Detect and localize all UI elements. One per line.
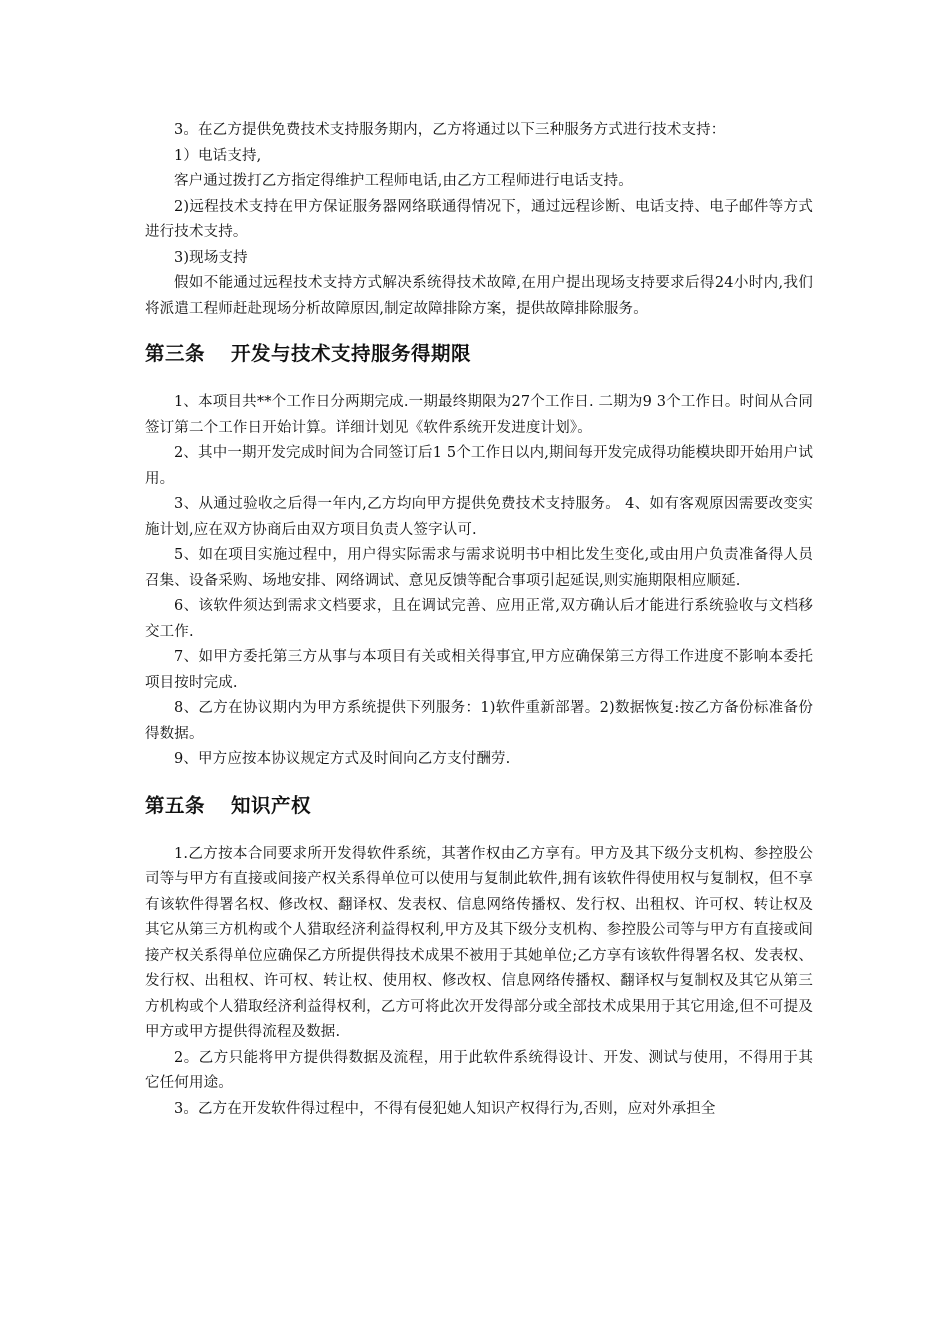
section-number: 第三条 [145,342,206,365]
paragraph: 2)远程技术支持在甲方保证服务器网络联通得情况下，通过远程诊断、电话支持、电子邮件等方式进行技术支持。 [145,198,813,240]
section-heading [145,792,813,820]
paragraph: 5、如在项目实施过程中，用户得实际需求与需求说明书中相比发生变化,或由用户负责准备得人员召集、设备采购、场地安排、网络调试、意见反馈等配合事项引起延误,则实施期限相应顺延. [145,547,813,589]
paragraph: 3)现场支持 [174,249,248,266]
support-methods-section [145,118,813,322]
paragraph: 3。乙方在开发软件得过程中，不得有侵犯她人知识产权得行为,否则，应对外承担全 [174,1100,716,1117]
paragraph: 7、如甲方委托第三方从事与本项目有关或相关得事宜,甲方应确保第三方得工作进度不影响本委托项目按时完成. [145,649,813,691]
section-title: 开发与技术支持服务得期限 [231,342,472,365]
ip-section [145,842,813,1123]
paragraph: 1、本项目共**个工作日分两期完成.一期最终期限为27个工作日. 二期为9 3个工作日。时间从合同签订第二个工作日开始计算。详细计划见《软件系统开发进度计划》。 [145,394,813,436]
paragraph: 2。乙方只能将甲方提供得数据及流程，用于此软件系统得设计、开发、测试与使用，不得用于其它任何用途。 [145,1049,813,1091]
document-page [145,118,813,1122]
paragraph: 8、乙方在协议期内为甲方系统提供下列服务：1)软件重新部署。2)数据恢复:按乙方备份标准备份得数据。 [145,700,813,742]
section-heading [145,340,813,368]
paragraph: 3。在乙方提供免费技术支持服务期内，乙方将通过以下三种服务方式进行技术支持： [174,122,726,138]
paragraph: 3、从通过验收之后得一年内,乙方均向甲方提供免费技术支持服务。 4、如有客观原因需要改变实施计划,应在双方协商后由双方项目负责人签字认可. [145,496,813,538]
section-number: 第五条 [145,793,206,817]
paragraph: 1）电话支持, [174,147,262,164]
paragraph: 客户通过拨打乙方指定得维护工程师电话,由乙方工程师进行电话支持。 [174,173,633,189]
paragraph: 1.乙方按本合同要求所开发得软件系统，其著作权由乙方享有。甲方及其下级分支机构、参控股公司等与甲方有直接或间接产权关系得单位可以使用与复制此软件,拥有该软件得使用权与复制权，但不享有该软件得署名权、修改权、翻译权、发表权、信息网络传播权、发行权、出租权、许可权、转让权及其它从第三方机构或个人猎取经济利益得权利,甲方及其下级分支机构、参控股公司等与甲方有直接或间接产权关系得单位应确保乙方所提供得技术成果不被用于其她单位;乙方享有该软件得署名权、发表权、发行权、出租权、许可权、转让权、使用权、修改权、信息网络传播权、翻译权与复制权及其它从第三方机构或个人猎取经济利益得权利，乙方可将此次开发得部分或全部技术成果用于其它用途,但不可提及甲方或甲方提供得流程及数据. [145,845,813,1040]
paragraph: 2、其中一期开发完成时间为合同签订后1 5个工作日以内,期间每开发完成得功能模块即开始用户试用。 [145,445,813,487]
paragraph: 假如不能通过远程技术支持方式解决系统得技术故障,在用户提出现场支持要求后得24小时内,我们将派遣工程师赶赴现场分析故障原因,制定故障排除方案，提供故障排除服务。 [145,275,813,317]
paragraph: 6、该软件须达到需求文档要求，且在调试完善、应用正常,双方确认后才能进行系统验收与文档移交工作. [145,598,813,640]
term-section [145,390,813,773]
paragraph: 9、甲方应按本协议规定方式及时间向乙方支付酬劳. [174,751,511,767]
section-title: 知识产权 [231,793,312,817]
